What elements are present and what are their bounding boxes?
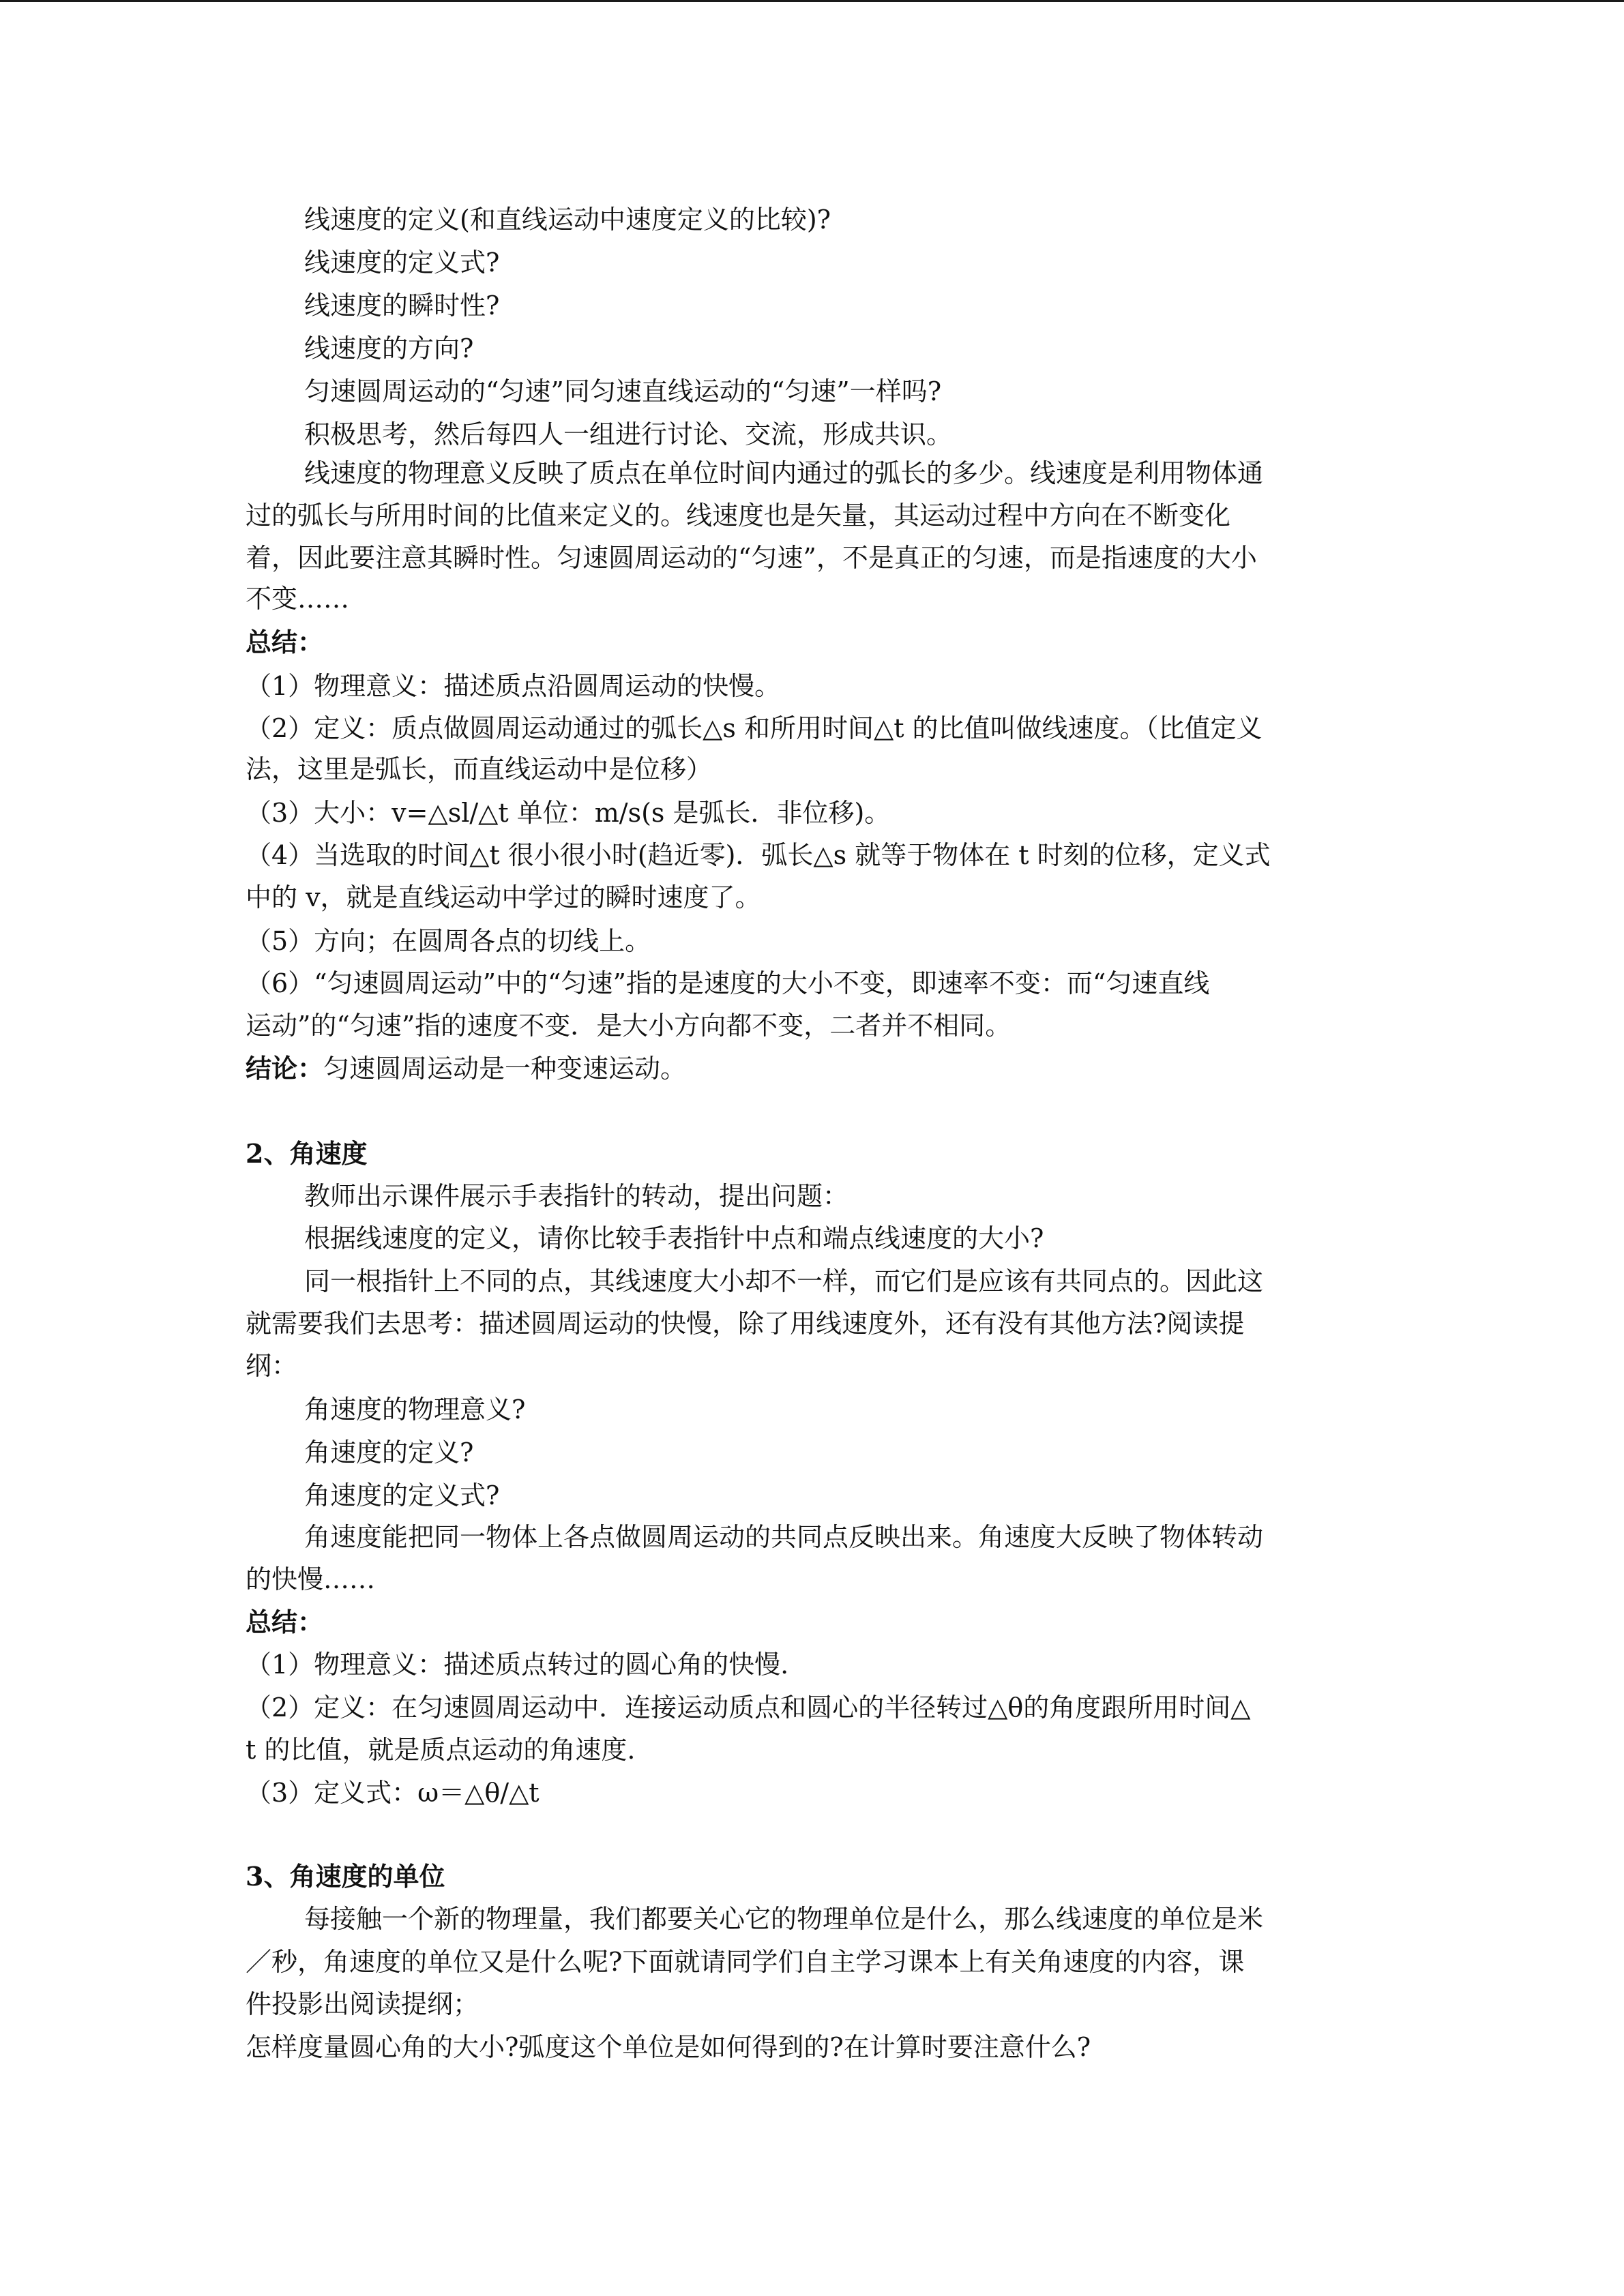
paragraph-line: 件投影出阅读提纲；	[246, 1989, 479, 2019]
question-line: 线速度的方向?	[304, 333, 474, 363]
summary-line: （3）定义式：ω＝△θ/△t	[246, 1778, 540, 1808]
paragraph-line: 线速度的物理意义反映了质点在单位时间内通过的弧长的多少。线速度是利用物体通	[304, 458, 1264, 488]
summary-line: 法，这里是弧长，而直线运动中是位移）	[246, 754, 713, 784]
summary-line: （3）大小：v=△sl/△t 单位：m/s(s 是弧长．非位移)。	[246, 798, 891, 828]
summary-line: （2）定义：在匀速圆周运动中．连接运动质点和圆心的半径转过△θ的角度跟所用时间△	[246, 1693, 1251, 1723]
conclusion-label: 结论：	[246, 1053, 324, 1084]
paragraph-line: 着，因此要注意其瞬时性。匀速圆周运动的“匀速”，不是真正的匀速，而是指速度的大小	[246, 543, 1257, 573]
question-line: 线速度的定义式?	[304, 248, 500, 278]
conclusion-line	[246, 1047, 686, 1090]
paragraph-line: 同一根指针上不同的点，其线速度大小却不一样，而它们是应该有共同点的。因此这	[304, 1266, 1264, 1296]
question-line: 角速度的物理意义?	[304, 1395, 526, 1425]
paragraph-line: 纲：	[246, 1351, 298, 1381]
summary-line: 中的 v，就是直线运动中学过的瞬时速度了。	[246, 882, 761, 912]
intro-line: 根据线速度的定义，请你比较手表指针中点和端点线速度的大小?	[304, 1223, 1044, 1253]
paragraph-line: 怎样度量圆心角的大小?弧度这个单位是如何得到的?在计算时要注意什么?	[246, 2032, 1091, 2062]
summary-line: （5）方向；在圆周各点的切线上。	[246, 926, 651, 956]
summary-line: （1）物理意义：描述质点转过的圆心角的快慢.	[246, 1650, 789, 1680]
summary-line: 运动”的“匀速”指的速度不变．是大小方向都不变，二者并不相同。	[246, 1011, 1012, 1041]
paragraph-line: 不变……	[246, 584, 350, 614]
summary-line: （2）定义：质点做圆周运动通过的弧长△s 和所用时间△t 的比值叫做线速度。（比值定义	[246, 713, 1263, 743]
question-line: 积极思考，然后每四人一组进行讨论、交流，形成共识。	[304, 419, 953, 449]
summary-line: （4）当选取的时间△t 很小很小时(趋近零)．弧长△s 就等于物体在 t 时刻的位移，定义式	[246, 840, 1271, 870]
summary-line: （1）物理意义：描述质点沿圆周运动的快慢。	[246, 671, 781, 701]
summary-label: 总结：	[246, 1607, 324, 1637]
answer-line: 角速度能把同一物体上各点做圆周运动的共同点反映出来。角速度大反映了物体转动	[304, 1522, 1264, 1552]
question-line: 角速度的定义?	[304, 1437, 474, 1467]
paragraph-line: 每接触一个新的物理量，我们都要关心它的物理单位是什么，那么线速度的单位是米	[304, 1904, 1264, 1934]
summary-label: 总结：	[246, 627, 324, 657]
question-line: 线速度的瞬时性?	[304, 290, 500, 320]
question-line: 匀速圆周运动的“匀速”同匀速直线运动的“匀速”一样吗?	[304, 376, 942, 406]
section-heading: 2、角速度	[246, 1138, 368, 1169]
answer-line: 的快慢……	[246, 1564, 376, 1594]
page-top-border	[0, 0, 1624, 2]
paragraph-line: 就需要我们去思考：描述圆周运动的快慢，除了用线速度外，还有没有其他方法?阅读提	[246, 1309, 1245, 1339]
question-line: 角速度的定义式?	[304, 1480, 500, 1510]
question-line: 线速度的定义(和直线运动中速度定义的比较)?	[304, 205, 831, 235]
paragraph-line: 过的弧长与所用时间的比值来定义的。线速度也是矢量，其运动过程中方向在不断变化	[246, 501, 1231, 531]
intro-line: 教师出示课件展示手表指针的转动，提出问题：	[304, 1181, 849, 1211]
summary-line: t 的比值，就是质点运动的角速度.	[246, 1735, 636, 1765]
summary-line: （6）“匀速圆周运动”中的“匀速”指的是速度的大小不变，即速率不变：而“匀速直线	[246, 968, 1210, 998]
paragraph-line: ／秒，角速度的单位又是什么呢?下面就请同学们自主学习课本上有关角速度的内容，课	[246, 1947, 1245, 1977]
conclusion-text: 匀速圆周运动是一种变速运动。	[323, 1054, 687, 1084]
section-heading: 3、角速度的单位	[246, 1861, 445, 1892]
